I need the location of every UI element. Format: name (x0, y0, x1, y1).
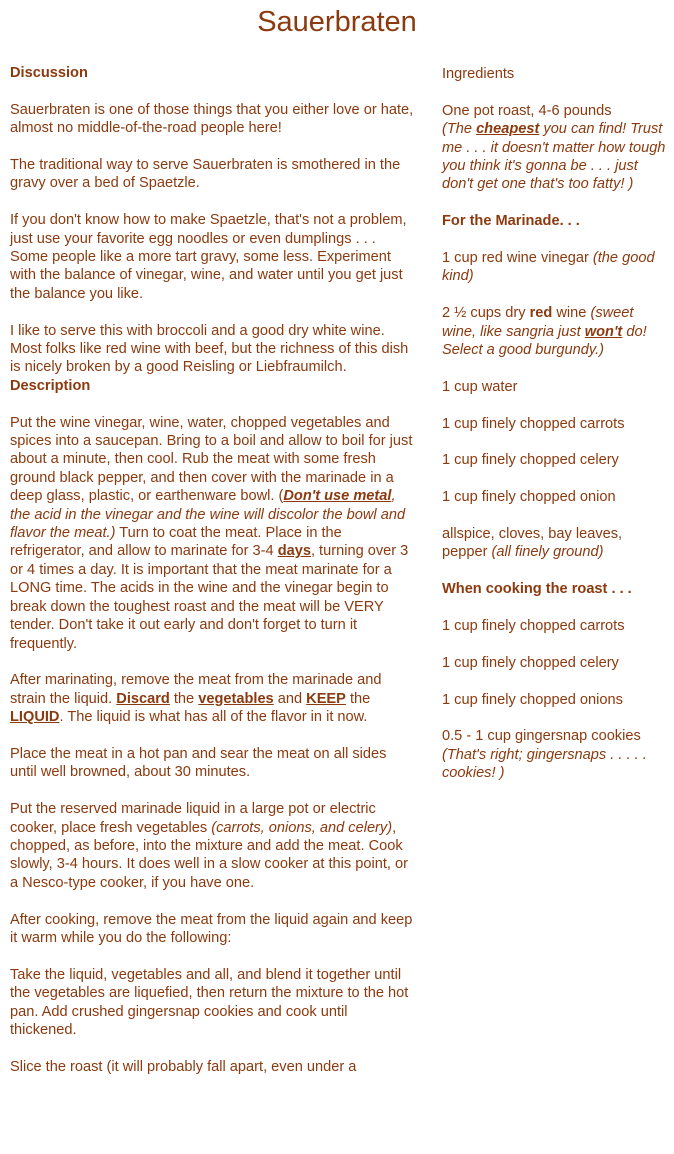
text: Put the reserved marinade liquid in a large pot or electric cooker, place fresh vegetables (10, 801, 376, 836)
italic-note: (the good kind) (442, 250, 655, 285)
text: you can find! Trust me . . . it doesn't matter how tough you think it's gonna be . . . just don't get one that's too fatty! ) (442, 121, 666, 193)
text: After marinating, remove the meat from the marinade and strain the liquid. (10, 672, 382, 707)
description-paragraph-1 (10, 414, 415, 653)
emphasis-red: red (529, 305, 553, 322)
description-heading: Description (10, 377, 91, 394)
text: , chopped, as before, into the mixture and add the meat. Cook slowly, 3-4 hours. It does well in a slow cooker at this point, or a Nesco-type cooker, if you have one. (10, 819, 408, 891)
discussion-heading: Discussion (10, 65, 88, 81)
marinade-heading: For the Marinade. . . (442, 213, 580, 230)
description-paragraph-5: After cooking, remove the meat from the liquid again and keep it warm while you do the following: (10, 911, 413, 946)
ingredients-column (442, 65, 667, 783)
emphasis-wont: won't (584, 323, 623, 340)
emphasis-days: days (277, 543, 311, 560)
ingredient-wine (442, 304, 667, 359)
cooking-heading: When cooking the roast . . . (442, 581, 632, 598)
ingredient-celery-2: 1 cup finely chopped celery (442, 654, 619, 671)
ingredient-onions-2: 1 cup finely chopped onions (442, 691, 623, 708)
italic-note: (carrots, onions, and celery) (211, 819, 393, 836)
text: Turn to coat the meat. Place in the refrigerator, and allow to marinate for 3-4 (10, 525, 342, 560)
emphasis-discard: Discard (116, 690, 170, 707)
description-paragraph-7: Slice the roast (it will probably fall apart, even under a (10, 1058, 357, 1075)
ingredient-gingersnap-note: (That's right; gingersnaps . . . . . cookies! ) (442, 746, 647, 782)
discussion-paragraph-4: I like to serve this with broccoli and a good dry white wine. Most folks like red wine with beef, but the richness of this dish is nicely broken by a good Reisling or Liebfraumilch. (10, 322, 409, 376)
emphasis-vegetables: vegetables (198, 690, 274, 707)
text: the (345, 690, 371, 707)
left-column (10, 64, 415, 1076)
ingredient-carrots-2: 1 cup finely chopped carrots (442, 618, 625, 635)
italic-note: do! Select a good burgundy.) (442, 323, 647, 359)
text: and (273, 690, 307, 707)
italic-note: , the acid in the vinegar and the wine will discolor the bowl and flavor the meat.) (10, 488, 406, 542)
ingredient-spices (442, 525, 667, 562)
description-paragraph-2 (10, 671, 415, 726)
emphasis-liquid: LIQUID (10, 709, 60, 726)
description-paragraph-4 (10, 800, 415, 892)
discussion-paragraph-1: Sauerbraten is one of those things that you either love or hate, almost no middle-of-the-road people here! (10, 101, 414, 137)
ingredient-water: 1 cup water (442, 378, 518, 395)
emphasis-keep: KEEP (306, 690, 346, 707)
emphasis-metal: Don't use metal (283, 488, 392, 505)
text: allspice, cloves, bay leaves, pepper (442, 526, 623, 561)
ingredient-gingersnap: 0.5 - 1 cup gingersnap cookies (442, 728, 641, 745)
text: 2 ½ cups dry (442, 305, 530, 322)
discussion-paragraph-3: If you don't know how to make Spaetzle, that's not a problem, just use your favorite egg noodles or even dumplings . . . Some people like a more tart gravy, some less. Experiment with the balance of vinegar, wine, and water until you get just the balance you like. (10, 212, 407, 302)
ingredient-vinegar (442, 249, 667, 286)
ingredient-onion: 1 cup finely chopped onion (442, 489, 616, 506)
text: the (169, 690, 199, 707)
ingredient-roast: One pot roast, 4-6 pounds (442, 102, 612, 119)
emphasis-cheapest: cheapest (476, 121, 540, 138)
text: wine (552, 305, 591, 322)
text: , turning over 3 or 4 times a day. It is important that the meat marinate for a LONG time. The acids in the wine and the vinegar begin to break down the toughest roast and the meat will be VERY tender. Don't take it out early and don't forget to turn it frequently. (10, 543, 409, 652)
text: . The liquid is what has all of the flavor in it now. (59, 709, 368, 726)
page-title: Sauerbraten (257, 6, 417, 38)
text: 1 cup red wine vinegar (442, 250, 593, 267)
ingredient-celery: 1 cup finely chopped celery (442, 452, 619, 469)
description-paragraph-3: Place the meat in a hot pan and sear the meat on all sides until well browned, about 30 minutes. (10, 745, 387, 781)
text: Put the wine vinegar, wine, water, chopped vegetables and spices into a saucepan. Bring to a boil and allow to boil for just about a minute, then cool. Rub the meat with some fresh ground black pepper, and then cover with the marinade in a deep glass, plastic, or earthenware bowl. ( (10, 414, 413, 505)
ingredients-heading: Ingredients (442, 66, 515, 82)
italic-note: (all finely ground) (491, 544, 604, 561)
text: (The (442, 121, 477, 138)
ingredient-roast-note (442, 120, 667, 194)
ingredient-carrots: 1 cup finely chopped carrots (442, 415, 625, 432)
italic-note: (sweet wine, like sangria just (442, 305, 634, 340)
discussion-paragraph-2: The traditional way to serve Sauerbraten is smothered in the gravy over a bed of Spaetzle. (10, 157, 401, 192)
description-paragraph-6: Take the liquid, vegetables and all, and blend it together until the vegetables are liquefied, then return the mixture to the hot pan. Add crushed gingersnap cookies and cook until thickened. (10, 966, 409, 1038)
